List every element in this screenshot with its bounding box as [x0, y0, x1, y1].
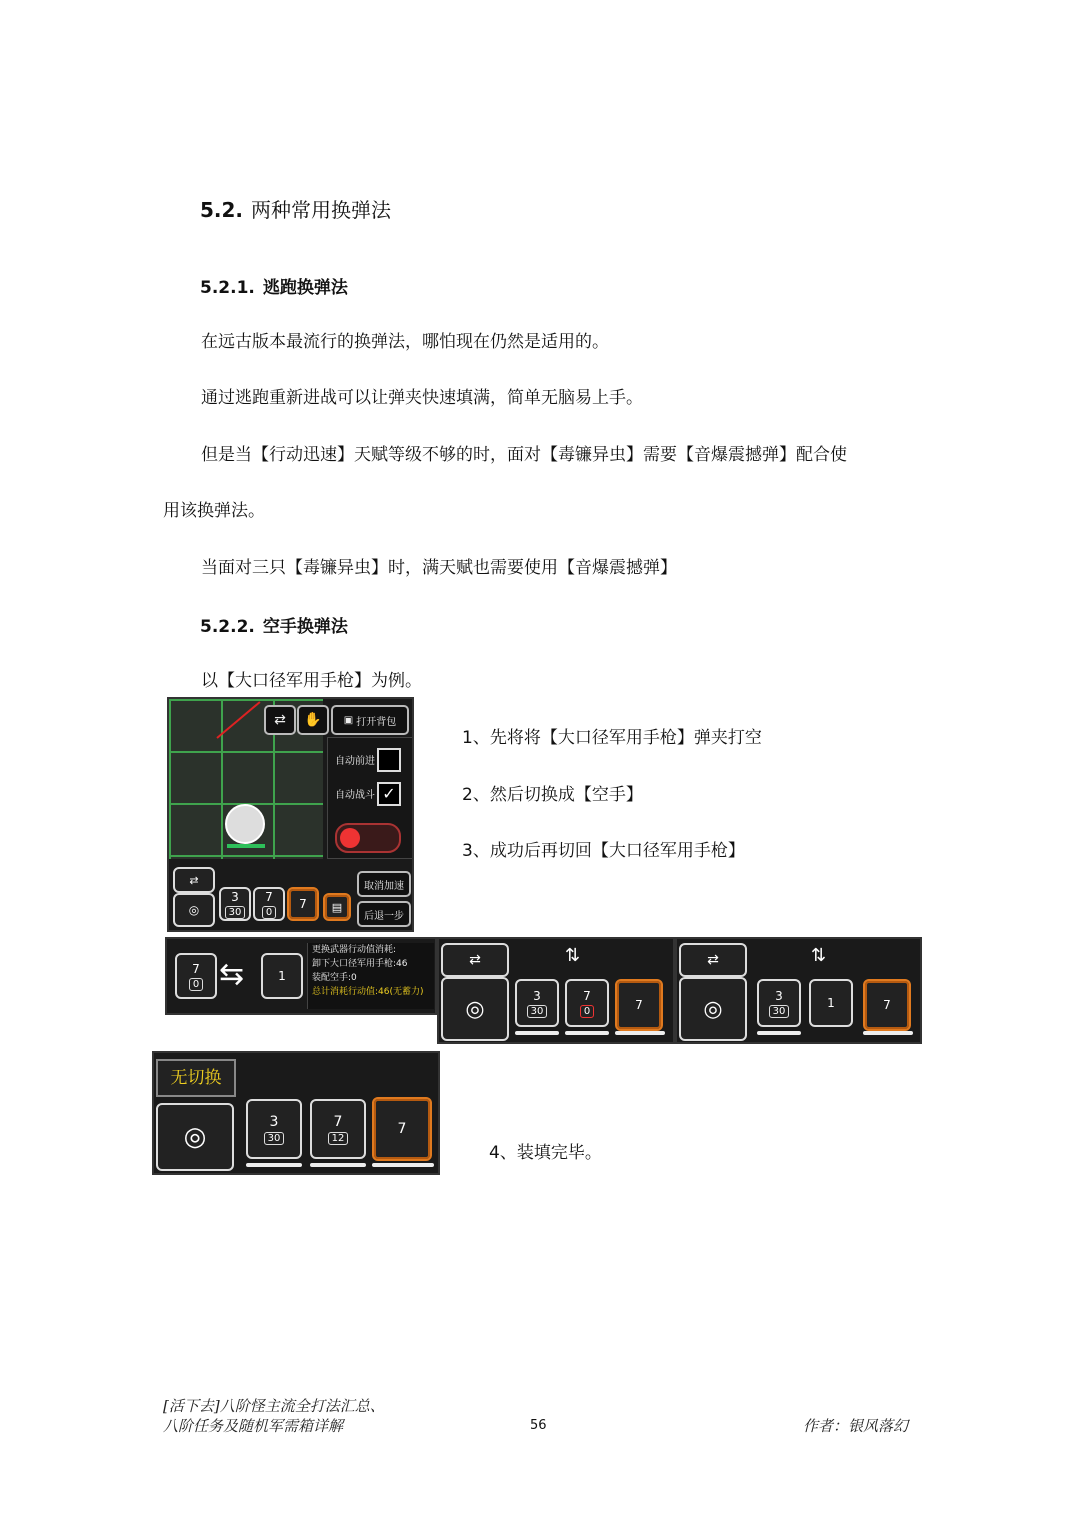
crosshair-count: 3 [775, 988, 783, 1003]
net-weapon-icon[interactable]: ◎ [156, 1103, 234, 1171]
pause-icon [340, 828, 360, 848]
reload-bar [863, 1031, 913, 1035]
weapon-swap-mini-icon[interactable]: ⇄ [173, 867, 215, 893]
paragraph: 用该换弹法。 [163, 501, 265, 521]
step-back-button[interactable]: 后退一步 [357, 901, 411, 927]
speed-toggle[interactable] [335, 823, 401, 853]
subsection-heading-2 [200, 612, 348, 637]
reload-bar [246, 1163, 302, 1167]
bag-icon: ▣ [343, 714, 354, 726]
step-text: 2、然后切换成【空手】 [462, 785, 643, 805]
ammo-count: 0 [262, 906, 276, 919]
subsection-heading-1 [200, 273, 348, 298]
ammo-count: 0 [189, 978, 203, 991]
weapon-slot-selected[interactable] [372, 1097, 432, 1161]
net-weapon-icon[interactable]: ◎ [441, 977, 509, 1041]
paragraph: 在远古版本最流行的换弹法，哪怕现在仍然是适用的。 [201, 332, 609, 352]
auto-fight-checkbox[interactable]: ✓ [377, 782, 401, 806]
cost-line: 更换武器行动值消耗: [312, 945, 397, 955]
footer-author: 作者：银风落幻 [803, 1417, 909, 1435]
section-heading [200, 194, 391, 223]
weapon-slot-selected[interactable] [287, 887, 319, 921]
player-health-bar [227, 844, 265, 848]
ammo-count: 0 [580, 1005, 594, 1018]
crosshair-count: 7 [583, 988, 591, 1003]
net-weapon-icon[interactable]: ◎ [679, 977, 747, 1041]
step-text: 1、先将将【大口径军用手枪】弹夹打空 [462, 728, 762, 748]
game-screenshot-switch-back [675, 937, 922, 1044]
paragraph: 通过逃跑重新进战可以让弹夹快速填满，简单无脑易上手。 [201, 388, 643, 408]
weapon-swap-icon[interactable]: ⇄ [679, 943, 747, 977]
paragraph: 当面对三只【毒镰异虫】时，满天赋也需要使用【音爆震撼弹】 [201, 558, 677, 578]
cancel-speed-button[interactable]: 取消加速 [357, 871, 411, 897]
game-screenshot-map [167, 697, 414, 932]
weapon-slot[interactable] [757, 979, 801, 1027]
no-switch-label: 无切换 [156, 1059, 236, 1097]
player-avatar [225, 804, 265, 844]
ammo-count: 30 [527, 1005, 548, 1018]
weapon-slot[interactable] [565, 979, 609, 1027]
open-bag-label: 打开背包 [356, 716, 397, 728]
crosshair-count: 7 [265, 889, 273, 904]
weapon-slot-selected[interactable] [863, 979, 911, 1031]
reload-bar [615, 1031, 665, 1035]
weapon-slot[interactable] [253, 887, 285, 921]
reload-bar [757, 1031, 801, 1035]
weapon-slot[interactable] [175, 953, 217, 999]
ammo-count: 12 [328, 1132, 349, 1145]
reload-bar [565, 1031, 609, 1035]
weapon-slot[interactable] [809, 979, 853, 1027]
footer-title-line: [活下去]八阶怪主流全打法汇总、 [163, 1397, 385, 1415]
weapon-slot[interactable] [219, 887, 251, 921]
game-screenshot-swap-cost [165, 937, 437, 1015]
subsection-number: 5.2.2. [200, 617, 255, 637]
cost-line: 装配空手:0 [312, 973, 357, 983]
page-number: 56 [530, 1418, 547, 1433]
swap-order-icon: ⇅ [565, 945, 581, 966]
swap-order-icon: ⇅ [811, 945, 827, 966]
crosshair-count: 1 [827, 996, 835, 1010]
weapon-swap-icon[interactable]: ⇄ [441, 943, 509, 977]
ammo-count: 30 [769, 1005, 790, 1018]
reload-bar [310, 1163, 366, 1167]
weapon-slot-selected[interactable] [615, 979, 663, 1031]
paragraph: 以【大口径军用手枪】为例。 [201, 671, 422, 691]
crosshair-count: 3 [269, 1113, 279, 1130]
weapon-swap-icon[interactable]: ⇄ [264, 705, 296, 735]
auto-forward-label: 自动前进 [335, 756, 375, 767]
weapon-slot[interactable] [261, 953, 303, 999]
cost-panel [307, 943, 434, 1009]
cost-line: 卸下大口径军用手枪:46 [312, 959, 408, 969]
crosshair-count: 7 [299, 897, 307, 911]
weapon-slot[interactable] [515, 979, 559, 1027]
crosshair-count: 7 [883, 998, 891, 1012]
swap-arrows-icon: ⇆ [219, 957, 245, 992]
ammo-count: 30 [225, 906, 246, 919]
crosshair-count: 7 [397, 1121, 407, 1137]
step-text: 3、成功后再切回【大口径军用手枪】 [462, 841, 745, 861]
footer-doc-title [163, 1396, 385, 1436]
crosshair-count: 7 [333, 1113, 343, 1130]
crosshair-count: 7 [192, 961, 200, 976]
game-screenshot-empty-hand [437, 937, 675, 1044]
open-bag-button[interactable] [331, 705, 409, 735]
crosshair-count: 7 [635, 998, 643, 1012]
paragraph: 但是当【行动迅速】天赋等级不够的时，面对【毒镰异虫】需要【音爆震撼弹】配合使 [201, 445, 847, 465]
crosshair-count: 1 [278, 969, 286, 983]
reload-bar [515, 1031, 559, 1035]
step-text: 4、装填完毕。 [489, 1143, 602, 1163]
subsection-title: 空手换弹法 [262, 617, 348, 637]
auto-forward-checkbox[interactable] [377, 748, 401, 772]
footer-title-line: 八阶任务及随机军需箱详解 [163, 1417, 344, 1435]
net-weapon-icon[interactable]: ◎ [173, 893, 215, 927]
section-number: 5.2. [200, 198, 244, 222]
crosshair-count: 3 [533, 988, 541, 1003]
subsection-title: 逃跑换弹法 [262, 278, 348, 298]
ammo-count: 30 [264, 1132, 285, 1145]
weapon-slot[interactable] [246, 1099, 302, 1159]
weapon-slot[interactable] [310, 1099, 366, 1159]
total-cost-line: 总计消耗行动值:46(无蓄力) [312, 987, 424, 997]
section-title: 两种常用换弹法 [251, 198, 392, 222]
crosshair-count: 3 [231, 889, 239, 904]
subsection-number: 5.2.1. [200, 278, 255, 298]
hand-icon[interactable]: ✋ [297, 705, 329, 735]
game-screenshot-reloaded [152, 1051, 440, 1175]
reload-bar [372, 1163, 434, 1167]
item-slot[interactable]: ▤ [323, 893, 351, 921]
auto-fight-label: 自动战斗 [335, 790, 375, 801]
